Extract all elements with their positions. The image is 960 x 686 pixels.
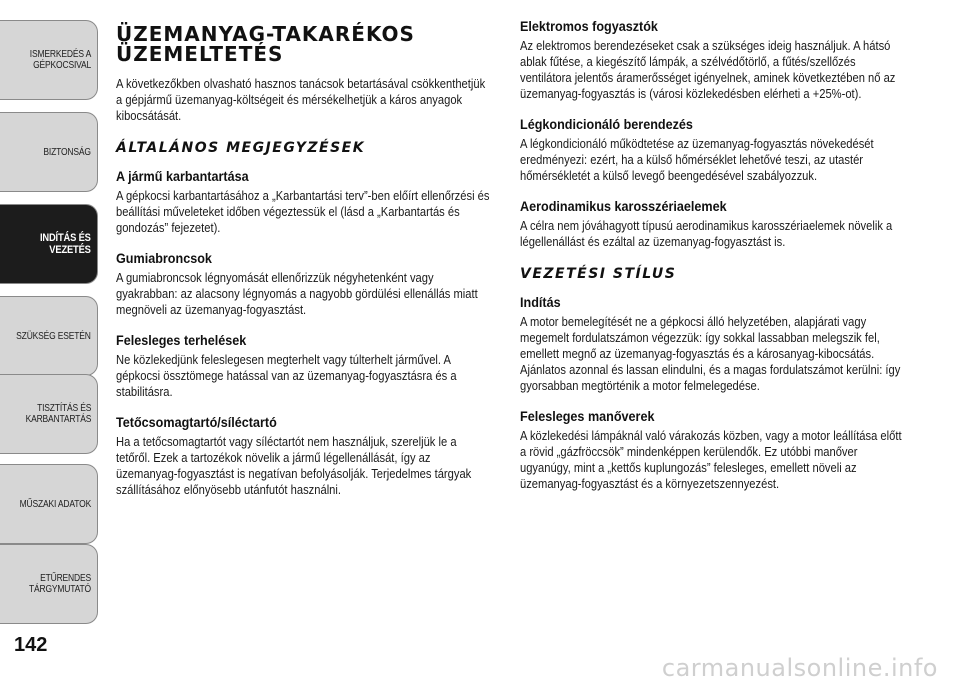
- tab-szukseg-eseten[interactable]: [0, 296, 98, 376]
- tab-label: ETŰRENDES TÁRGYMUTATÓ: [28, 573, 91, 595]
- paragraph: A gumiabroncsok légnyomását ellenőrizzük négyhetenként vagy gyakrabban: az alacsony légnyomás a nagyobb gördülési ellenállás miatt megnöveli az üzemanyag-fogyasztást.: [116, 270, 478, 317]
- tab-label: INDÍTÁS ÉS VEZETÉS: [40, 232, 91, 256]
- block-karbantartas: [116, 168, 494, 236]
- left-column: [116, 18, 494, 512]
- tab-targymutato[interactable]: [0, 544, 98, 624]
- block-terhelesek: [116, 332, 494, 400]
- section-title-general: ÁLTALÁNOS MEGJEGYZÉSEK: [116, 140, 366, 156]
- tab-biztonsag[interactable]: [0, 112, 98, 192]
- block-elektromos: [520, 18, 910, 102]
- paragraph: A közlekedési lámpáknál való várakozás közben, vagy a motor leállítása előtt a rövid „gázfröccsök” mindenképpen kerülendők. Ez utóbbi manőver ugyanúgy, mint a „kettős kuplungozás” felesleges, emellett növeli az üzemanyag-fogyasztást és a környezetszennyezést.: [520, 428, 902, 491]
- paragraph: Ha a tetőcsomagtartót vagy síléctartót nem használjuk, szereljük le a tetőről. Ezek a tartozékok növelik a jármű légellenállását, így az üzemanyag-fogyasztást is negatívan befolyásolják. Terjedelmes tárgyak szállításához előnyösebb utánfutót használni.: [116, 434, 472, 497]
- subheading: Felesleges manőverek: [520, 408, 655, 424]
- subheading: Tetőcsomagtartó/síléctartó: [116, 414, 277, 430]
- paragraph: Ne közlekedjünk feleslegesen megterhelt vagy túlterhelt járművel. A gépkocsi össztömege hatással van az üzemanyag-fogyasztásra és a stabilitásra.: [116, 352, 457, 399]
- subheading: Légkondicionáló berendezés: [520, 116, 693, 132]
- paragraph: A motor bemelegítését ne a gépkocsi álló helyzetében, alapjárati vagy megemelt fordulatszámon végezzük: így sokkal lassabban melegszik fel, emellett megnő az üzemanyag-fogyasztás és a károsanyag-kibocsátás. Ajánlatos azonnal és lassan elindulni, és a magas fordulatszámot kerülni: így gyorsabban megtörténik a motor felmelegedése.: [520, 314, 901, 393]
- page-title: ÜZEMANYAG-TAKARÉKOS ÜZEMELTETÉS: [116, 22, 415, 66]
- chapter-sidebar: [0, 0, 100, 640]
- block-tetocsomagtarto: [116, 414, 494, 498]
- paragraph: A célra nem jóváhagyott típusú aerodinamikus karosszériaelemek növelik a légellenállást és ezáltal az üzemanyag-fogyasztást is.: [520, 218, 893, 249]
- tab-label: SZÜKSÉG ESETÉN: [16, 330, 91, 342]
- intro-paragraph: A következőkben olvasható hasznos tanácsok betartásával csökkenthetjük a gépjármű üzemanyag-költségeit és mérsékelhetjük a káros anyagok kibocsátását.: [116, 76, 486, 123]
- tab-label: BIZTONSÁG: [43, 146, 91, 158]
- right-column: [520, 18, 910, 506]
- subheading: Aerodinamikus karosszériaelemek: [520, 198, 727, 214]
- tab-tisztitas[interactable]: [0, 374, 98, 454]
- tab-muszaki-adatok[interactable]: [0, 464, 98, 544]
- subheading: Elektromos fogyasztók: [520, 18, 658, 34]
- block-manoverek: [520, 408, 910, 492]
- tab-label: MŰSZAKI ADATOK: [19, 498, 91, 510]
- tab-label: TISZTÍTÁS ÉS KARBANTARTÁS: [25, 403, 91, 425]
- block-aerodinamikus: [520, 198, 910, 250]
- subheading: Indítás: [520, 294, 561, 310]
- block-inditas: [520, 294, 910, 394]
- section-title-driving-style: VEZETÉSI STÍLUS: [520, 266, 677, 282]
- tab-inditas-es-vezetes[interactable]: [0, 204, 98, 284]
- block-gumiabroncsok: [116, 250, 494, 318]
- tab-label: ISMERKEDÉS A GÉPKOCSIVAL: [29, 49, 91, 71]
- subheading: A jármű karbantartása: [116, 168, 249, 184]
- paragraph: A gépkocsi karbantartásához a „Karbantartási terv”-ben előírt ellenőrzési és beállítási műveleteket időben végeztessük el (lásd a „Karbantartás és gondozás” fejezetet).: [116, 188, 490, 235]
- subheading: Felesleges terhelések: [116, 332, 247, 348]
- watermark: carmanualsonline.info: [661, 654, 938, 682]
- paragraph: A légkondicionáló működtetése az üzemanyag-fogyasztás növekedését eredményezi: ezért, ha a külső hőmérséklet lehetővé teszi, az utastér hőmérsékletét a külső levegő beengedésével szabályozzuk.: [520, 136, 874, 183]
- tab-ismerkedes[interactable]: [0, 20, 98, 100]
- subheading: Gumiabroncsok: [116, 250, 212, 266]
- paragraph: Az elektromos berendezéseket csak a szükséges ideig használjuk. A hátsó ablak fűtése, a kiegészítő lámpák, a szélvédőtörlő, a fűtés/szellőzés ventilátora jelentős áramerősséget igényelnek, aminek következtében nő az üzemanyag-fogyasztás is (városi közlekedésben elérheti a +25%-ot).: [520, 38, 896, 101]
- page-number: 142: [14, 634, 48, 656]
- block-legkondi: [520, 116, 910, 184]
